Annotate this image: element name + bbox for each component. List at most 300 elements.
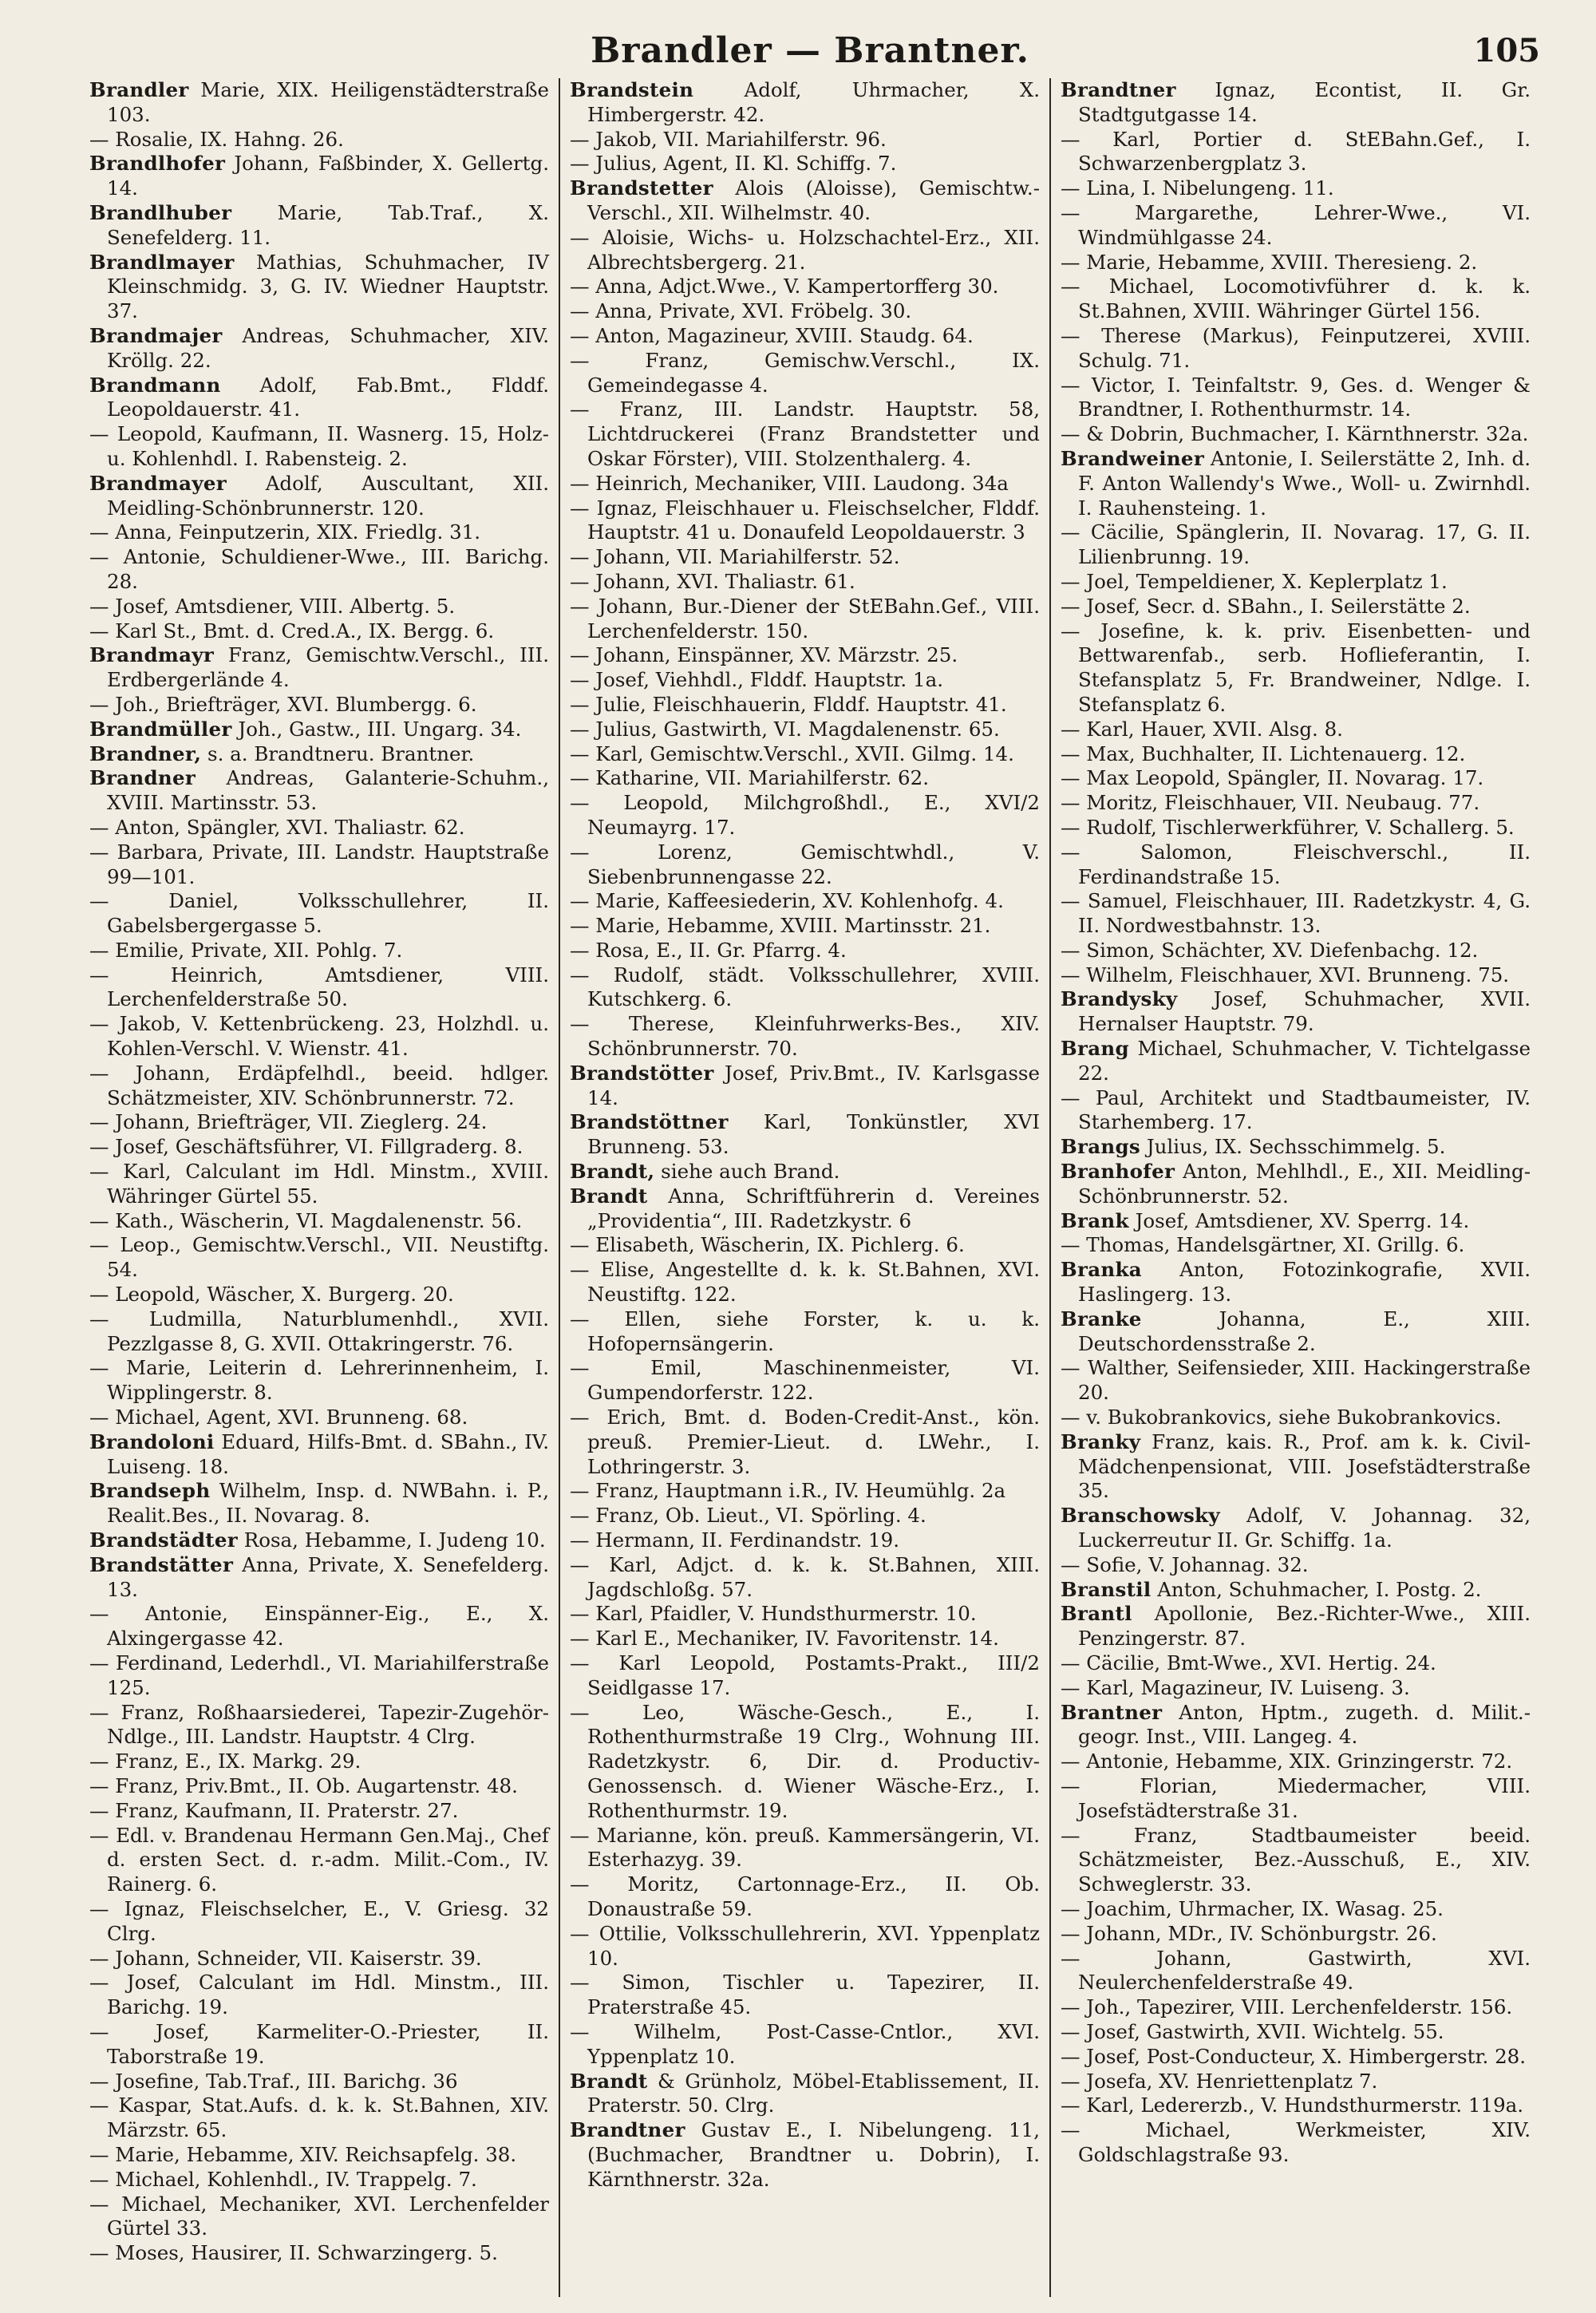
entry-text: s. a. Brandtneru. Brantner. [201,741,475,765]
entry-text: Joh., Gastw., III. Ungarg. 34. [231,717,522,741]
entry-text: — Karl, Pfaidler, V. Hundsthurmerstr. 10. [570,1602,977,1626]
entry-text: — Jakob, VII. Mariahilferstr. 96. [570,127,887,151]
directory-entry [89,1012,549,1062]
directory-entry [570,1062,1040,1111]
entry-text: — Michael, Kohlenhdl., IV. Trappelg. 7. [89,2167,477,2191]
entry-surname: Branka [1061,1258,1142,1282]
directory-entry [89,1799,549,1824]
directory-entry [570,939,1040,963]
entry-text: — Josef, Karmeliter-O.-Priester, II. Taborstraße 19. [89,2019,549,2068]
entry-text: — Franz, Ob. Lieut., VI. Spörling. 4. [570,1504,926,1528]
entry-text: — Kath., Wäscherin, VI. Magdalenenstr. 56. [89,1208,523,1232]
directory-entry [89,1283,549,1307]
entry-text: siehe auch Brand. [654,1160,840,1184]
entry-text: — Marie, Hebamme, XVIII. Theresieng. 2. [1061,250,1478,274]
directory-entry [1061,1356,1531,1406]
entry-text: — Cäcilie, Spänglerin, II. Novarag. 17, G. II. Lilienbrunng. 19. [1061,520,1531,569]
directory-entry [570,1504,1040,1528]
directory-entry [1061,128,1531,177]
entry-text: — Karl, Gemischtw.Verschl., XVII. Gilmg. 14. [570,741,1014,765]
directory-entry [1061,201,1531,251]
directory-entry [570,1110,1040,1160]
entry-text: — Josef, Calculant im Hdl. Minstm., III. Barichg. 19. [89,1971,549,2019]
entry-text: Anton, Schuhmacher, I. Postg. 2. [1151,1577,1482,1601]
entry-text: — Anton, Magazineur, XVIII. Staudg. 64. [570,323,974,347]
directory-entry [89,1110,549,1135]
directory-entry [89,816,549,840]
entry-surname: Brank [1061,1208,1129,1232]
entry-surname: Brandstein [570,78,694,101]
directory-entry [1061,1750,1531,1774]
entry-text: — Ferdinand, Lederhdl., VI. Mariahilferstraße 125. [89,1651,549,1699]
entry-text: — Karl, Ledererzb., V. Hundsthurmerstr. 119a. [1061,2094,1524,2117]
directory-entry [1061,176,1531,201]
entry-surname: Brandstätter [89,1552,234,1576]
entry-text: — Julius, Agent, II. Kl. Schiffg. 7. [570,152,897,176]
entry-text: Adolf, Auscultant, XII. Meidling-Schönbrunnerstr. 120. [107,471,549,520]
directory-entry [570,78,1040,128]
directory-entry [570,668,1040,693]
entry-text: — Josef, Post-Conducteur, X. Himbergerstr. 28. [1061,2044,1527,2068]
entry-text: — Rudolf, Tischlerwerkführer, V. Schallerg. 5. [1061,815,1515,839]
entry-text: Adolf, V. Johannag. 32, Luckerreutur II. Gr. Schiffg. 1a. [1078,1504,1531,1552]
directory-entry [89,1701,549,1750]
entry-text: — Elisabeth, Wäscherin, IX. Pichlerg. 6. [570,1233,965,1257]
entry-text: — Wilhelm, Post-Casse-Cntlor., XVI. Yppenplatz 10. [570,2019,1040,2068]
directory-entry [89,520,549,545]
directory-entry [89,545,549,595]
directory-entry [89,1602,549,1651]
entry-text: — Therese (Markus), Feinputzerei, XVIII. Schulg. 71. [1061,323,1531,372]
entry-text: Marie, XIX. Heiligenstädterstraße 103. [107,78,549,126]
entry-text: — Marie, Kaffeesiederin, XV. Kohlenhofg. 4. [570,889,1004,913]
entry-text: Ignaz, Econtist, II. Gr. Stadtgutgasse 14. [1078,78,1531,126]
directory-entry [89,128,549,152]
directory-entry [1061,718,1531,742]
entry-text: — Johann, Bur.-Diener der StEBahn.Gef., VIII. Lerchenfelderstr. 150. [570,594,1040,642]
entry-text: — Michael, Mechaniker, XVI. Lerchenfelder Gürtel 33. [89,2192,549,2240]
entry-text: — Max, Buchhalter, II. Lichtenauerg. 12. [1061,741,1466,765]
directory-entry [1061,1037,1531,1086]
entry-surname: Brandstöttner [570,1110,729,1134]
entry-text: — Thomas, Handelsgärtner, XI. Grillg. 6. [1061,1233,1465,1257]
entry-text: — Leo, Wäsche-Gesch., E., I. Rothenthurmstraße 19 Clrg., Wohnung III. Radetzkystr. 6, Dir. d. Productiv-Genossensch. d. Wiener Wäsche-Erz., I. Rothenthurmstr. 19. [570,1700,1040,1822]
directory-entry [89,2143,549,2168]
directory-entry [570,1356,1040,1406]
directory-entry [89,1356,549,1406]
entry-text: Adolf, Uhrmacher, X. Himbergerstr. 42. [587,78,1040,126]
entry-text: — Marie, Hebamme, XIV. Reichsapfelg. 38. [89,2142,517,2166]
entry-text: — Wilhelm, Fleischhauer, XVI. Brunneng. 75. [1061,963,1510,986]
directory-entry [570,1553,1040,1603]
entry-text: — Hermann, II. Ferdinandstr. 19. [570,1528,899,1552]
directory-entry [1061,1824,1531,1897]
entry-text: — Ottilie, Volksschullehrerin, XVI. Yppenplatz 10. [570,1921,1040,1970]
entry-surname: Brandler [89,78,189,101]
entry-surname: Brandt [570,2069,648,2093]
directory-entry [89,1824,549,1897]
entry-text: — Paul, Architekt und Stadtbaumeister, IV. Starhemberg. 17. [1061,1085,1531,1134]
entry-surname: Brandt [570,1184,648,1208]
directory-entry [570,570,1040,595]
directory-entry [1061,1086,1531,1136]
directory-entry [570,2070,1040,2119]
entry-text: — Joh., Briefträger, XVI. Blumbergg. 6. [89,692,477,716]
entry-text: — Karl, Hauer, XVII. Alsg. 8. [1061,717,1343,741]
entry-text: — Heinrich, Amtsdiener, VIII. Lerchenfelderstraße 50. [89,963,549,1011]
entry-text: Franz, Gemischtw.Verschl., III. Erdbergerlände 4. [107,643,549,692]
directory-entry [1061,1947,1531,1996]
directory-entry [89,718,549,742]
directory-entry [570,1184,1040,1234]
directory-entry [1061,447,1531,520]
entry-text: — Katharine, VII. Mariahilferstr. 62. [570,766,930,790]
entry-text: — Antonie, Hebamme, XIX. Grinzingerstr. 72. [1061,1750,1513,1773]
directory-entry [89,1528,549,1553]
directory-entry [1061,1406,1531,1430]
directory-entry [89,1651,549,1701]
directory-entry [1061,1430,1531,1504]
directory-entry [570,1406,1040,1479]
entry-surname: Brandtner [1061,78,1176,101]
directory-entry [89,1774,549,1799]
directory-entry [570,176,1040,226]
directory-entry [570,1627,1040,1651]
directory-entry [570,1528,1040,1553]
directory-entry [570,1307,1040,1357]
directory-entry [89,2241,549,2266]
directory-entry [1061,2045,1531,2070]
entry-text: — Josef, Gastwirth, XVII. Wichtelg. 55. [1061,2019,1444,2043]
directory-entry [1061,1160,1531,1209]
entry-text: — Ignaz, Fleischselcher, E., V. Griesg. 32 Clrg. [89,1896,549,1945]
entry-text: — Elise, Angestellte d. k. k. St.Bahnen, XVI. Neustiftg. 122. [570,1258,1040,1307]
entry-text: — Johann, Schneider, VII. Kaiserstr. 39. [89,1946,482,1970]
entry-text: — Florian, Miedermacher, VIII. Josefstädterstraße 31. [1061,1773,1531,1822]
entry-surname: Branschowsky [1061,1504,1220,1528]
entry-text: — Leopold, Wäscher, X. Burgerg. 20. [89,1283,454,1307]
entry-surname: Brandmüller [89,717,232,741]
entry-text: — Josef, Viehhdl., Flddf. Hauptstr. 1a. [570,668,943,692]
entry-text: — Johann, VII. Mariahilferstr. 52. [570,545,900,569]
entry-text: — Ellen, siehe Forster, k. u. k. Hofopernsängerin. [570,1307,1040,1355]
entry-text: — Simon, Schächter, XV. Diefenbachg. 12. [1061,938,1479,962]
directory-entry [1061,595,1531,619]
entry-text: — Josefa, XV. Henriettenplatz 7. [1061,2069,1378,2093]
directory-entry [570,840,1040,890]
directory-entry [1061,939,1531,963]
entry-text: — Ludmilla, Naturblumenhdl., XVII. Pezzlgasse 8, G. XVII. Ottakringerstr. 76. [89,1307,549,1355]
directory-entry [570,226,1040,275]
entry-surname: Brandlmayer [89,250,235,274]
directory-entry [1061,816,1531,840]
entry-text: — Marie, Hebamme, XVIII. Martinsstr. 21. [570,914,991,938]
entry-text: Johann, Faßbinder, X. Gellertg. 14. [107,152,549,200]
directory-entry [570,1651,1040,1701]
directory-entry [570,349,1040,398]
directory-entry [570,545,1040,570]
directory-entry [570,766,1040,791]
entry-text: — Franz, III. Landstr. Hauptstr. 58, Lichtdruckerei (Franz Brandstetter und Oskar Förster), VIII. Stolzenthalerg. 4. [570,397,1040,470]
directory-entry [1061,2118,1531,2168]
entry-text: — Joh., Tapezirer, VIII. Lerchenfelderstr. 156. [1061,1995,1513,2019]
directory-entry [1061,987,1531,1037]
directory-entry [570,1258,1040,1307]
directory-entry [570,496,1040,546]
directory-entry [570,1602,1040,1627]
entry-surname: Brandstetter [570,176,713,200]
entry-text: — Rudolf, städt. Volksschullehrer, XVIII. Kutschkerg. 6. [570,963,1040,1011]
entry-text: — Johann, XVI. Thaliastr. 61. [570,569,855,593]
directory-entry [570,152,1040,176]
directory-entry [1061,1135,1531,1160]
directory-entry [570,275,1040,299]
entry-text: — Michael, Werkmeister, XIV. Goldschlagstraße 93. [1061,2118,1531,2166]
entry-text: — Franz, Kaufmann, II. Praterstr. 27. [89,1798,459,1822]
entry-text: Josef, Amtsdiener, XV. Sperrg. 14. [1128,1208,1470,1232]
entry-text: — Lina, I. Nibelungeng. 11. [1061,176,1334,200]
directory-entry [1061,1258,1531,1307]
entry-text: Julius, IX. Sechsschimmelg. 5. [1140,1135,1446,1159]
directory-entry [570,2118,1040,2192]
entry-text: Andreas, Schuhmacher, XIV. Kröllg. 22. [107,323,549,372]
directory-entry [1061,1553,1531,1578]
entry-surname: Brandweiner [1061,446,1205,470]
directory-entry [89,1553,549,1603]
entry-surname: Brangs [1061,1135,1141,1159]
directory-entry [89,2192,549,2242]
entry-text: Andreas, Galanterie-Schuhm., XVIII. Martinsstr. 53. [107,766,549,815]
entry-text: — Karl, Calculant im Hdl. Minstm., XVIII. Währinger Gürtel 55. [89,1160,549,1208]
directory-entry [570,397,1040,471]
entry-surname: Brandlhofer [89,152,226,176]
directory-entry [1061,422,1531,447]
entry-text: — Therese, Kleinfuhrwerks-Bes., XIV. Schönbrunnerstr. 70. [570,1012,1040,1061]
entry-text: — Johann, Gastwirth, XVI. Neulerchenfelderstraße 49. [1061,1946,1531,1995]
entry-text: Anton, Hptm., zugeth. d. Milit.-geogr. Inst., VIII. Langeg. 4. [1078,1700,1531,1749]
directory-entry [1061,791,1531,816]
entry-text: — Franz, E., IX. Markg. 29. [89,1750,361,1773]
directory-entry [89,1971,549,2020]
directory-entry [1061,570,1531,595]
entry-text: — Franz, Roßhaarsiederei, Tapezir-Zugehör-Ndlge., III. Landstr. Hauptstr. 4 Clrg. [89,1700,549,1749]
entry-text: Marie, Tab.Traf., X. Senefelderg. 11. [107,200,549,249]
directory-entry [1061,1233,1531,1258]
column-middle [559,78,1049,2297]
directory-entry [570,693,1040,718]
entry-text: — Julie, Fleischhauerin, Flddf. Hauptstr. 41. [570,692,1007,716]
entry-text: Apollonie, Bez.-Richter-Wwe., XIII. Penzingerstr. 87. [1078,1602,1531,1651]
entry-text: — Karl, Magazineur, IV. Luiseng. 3. [1061,1675,1410,1699]
directory-entry [89,766,549,816]
directory-entry [89,963,549,1013]
directory-entry [89,742,549,767]
directory-entry [1061,2020,1531,2045]
entry-surname: Brantner [1061,1700,1163,1724]
entry-text: Mathias, Schuhmacher, IV Kleinschmidg. 3, G. IV. Wiedner Hauptstr. 37. [107,250,549,323]
entry-text: — Moses, Hausirer, II. Schwarzingerg. 5. [89,2241,498,2265]
directory-entry [570,742,1040,767]
directory-entry [89,889,549,939]
directory-entry [89,595,549,619]
entry-text: — Josefine, k. k. priv. Eisenbetten- und Bettwarenfab., serb. Hoflieferantin, I. Stefansplatz 5, Fr. Brandweiner, Ndlge. I. Stefansplatz 6. [1061,619,1531,716]
directory-entry [89,201,549,251]
directory-entry [1061,889,1531,939]
entry-text: — Anna, Adjct.Wwe., V. Kampertorfferg 30. [570,275,999,299]
entry-surname: Brandtner [570,2118,685,2142]
directory-entry [1061,766,1531,791]
entry-text: — Josef, Geschäftsführer, VI. Fillgraderg. 8. [89,1135,523,1159]
entry-text: — Karl Leopold, Postamts-Prakt., III/2 Seidlgasse 17. [570,1651,1040,1699]
entry-surname: Brandmann [89,373,221,397]
directory-entry [1061,275,1531,324]
entry-surname: Brandmayr [89,643,215,667]
entry-text: — Moritz, Cartonnage-Erz., II. Ob. Donaustraße 59. [570,1872,1040,1920]
entry-text: — Salomon, Fleischverschl., II. Ferdinandstraße 15. [1061,840,1531,888]
entry-text: — Anton, Spängler, XVI. Thaliastr. 62. [89,815,465,839]
entry-text: — Karl E., Mechaniker, IV. Favoritenstr. 14. [570,1627,999,1651]
directory-entry [1061,1578,1531,1603]
directory-entry [89,1209,549,1234]
directory-entry [570,643,1040,668]
entry-surname: Brang [1061,1037,1129,1061]
entry-text: Anton, Mehlhdl., E., XII. Meidling-Schönbrunnerstr. 52. [1078,1160,1531,1208]
directory-entry [1061,840,1531,890]
entry-text: — Anna, Private, XVI. Fröbelg. 30. [570,299,912,323]
entry-text: — Max Leopold, Spängler, II. Novarag. 17. [1061,766,1484,790]
directory-entry [570,791,1040,840]
entry-text: Anna, Schriftführerin d. Vereines „Providentia“, III. Radetzkystr. 6 [587,1184,1040,1232]
entry-text: Karl, Tonkünstler, XVI Brunneng. 53. [587,1110,1040,1159]
entry-text: — Josef, Amtsdiener, VIII. Albertg. 5. [89,594,456,618]
entry-text: — Moritz, Fleischhauer, VII. Neubaug. 77. [1061,791,1480,815]
directory-entry [1061,1504,1531,1553]
entry-text: — Daniel, Volksschullehrer, II. Gabelsbergergasse 5. [89,889,549,938]
entry-text: — Franz, Gemischw.Verschl., IX. Gemeindegasse 4. [570,348,1040,397]
directory-entry [89,1233,549,1283]
directory-entry [89,374,549,423]
directory-entry [570,128,1040,152]
entry-text: — Sofie, V. Johannag. 32. [1061,1552,1309,1576]
directory-entry [570,1233,1040,1258]
entry-surname: Branky [1061,1429,1141,1453]
entry-text: — Josef, Secr. d. SBahn., I. Seilerstätte 2. [1061,594,1471,618]
directory-entry [89,2070,549,2094]
directory-entry [89,1135,549,1160]
entry-surname: Brandmajer [89,323,223,347]
directory-entry [89,1947,549,1971]
column-right [1049,78,1540,2297]
entry-text: — Franz, Hauptmann i.R., IV. Heumühlg. 2a [570,1479,1006,1503]
directory-entry [1061,2070,1531,2094]
entry-text: — Julius, Gastwirth, VI. Magdalenenstr. 65. [570,717,1000,741]
entry-text: — & Dobrin, Buchmacher, I. Kärnthnerstr. 32a. [1061,422,1529,446]
entry-text: — Anna, Feinputzerin, XIX. Friedlg. 31. [89,520,481,544]
directory-entry [89,78,549,128]
entry-text: — Franz, Priv.Bmt., II. Ob. Augartenstr. 48. [89,1773,518,1797]
entry-text: — Ignaz, Fleischhauer u. Fleischselcher, Flddf. Hauptstr. 41 u. Donaufeld Leopoldauerstr. 3 [570,496,1040,544]
directory-entry [1061,1651,1531,1676]
entry-text: — Rosa, E., II. Gr. Pfarrg. 4. [570,938,847,962]
entry-text: — Edl. v. Brandenau Hermann Gen.Maj., Chef d. ersten Sect. d. r.-adm. Milit.-Com., IV. Rainerg. 6. [89,1823,549,1896]
entry-text: — Johann, Briefträger, VII. Zieglerg. 24. [89,1110,488,1134]
directory-entry [89,619,549,644]
running-head: Brandler — Brantner. [591,30,1029,71]
entry-text: — Josefine, Tab.Traf., III. Barichg. 36 [89,2069,458,2093]
entry-text: Alois (Aloisse), Gemischtw.-Verschl., XII. Wilhelmstr. 40. [587,176,1040,224]
entry-text: — Johann, Einspänner, XV. Märzstr. 25. [570,643,958,667]
entry-surname: Brandmayer [89,471,227,495]
directory-entry [570,1872,1040,1922]
entry-surname: Branstil [1061,1577,1152,1601]
directory-entry [570,718,1040,742]
entry-text: Anton, Fotozinkografie, XVII. Haslingerg. 13. [1078,1258,1531,1307]
directory-entry [1061,963,1531,988]
entry-text: Rosa, Hebamme, I. Judeng 10. [237,1528,546,1552]
entry-text: — Rosalie, IX. Hahng. 26. [89,127,344,151]
directory-entry [1061,324,1531,374]
entry-text: — Marie, Leiterin d. Lehrerinnenheim, I. Wipplingerstr. 8. [89,1356,549,1405]
entry-text: Franz, kais. R., Prof. am k. k. Civil-Mädchenpensionat, VIII. Josefstädterstraße 35. [1078,1429,1531,1503]
entry-text: — Franz, Stadtbaumeister beeid. Schätzmeister, Bez.-Ausschuß, E., XIV. Schweglerstr. 33. [1061,1823,1531,1896]
entry-text: — Simon, Tischler u. Tapezirer, II. Praterstraße 45. [570,1971,1040,2019]
directory-entry [1061,1995,1531,2020]
entry-text: — Joel, Tempeldiener, X. Keplerplatz 1. [1061,569,1448,593]
entry-surname: Brandner, [89,741,202,765]
entry-surname: Brandysky [1061,987,1178,1011]
entry-text: & Grünholz, Möbel-Etablissement, II. Praterstr. 50. Clrg. [587,2069,1040,2117]
entry-text: — Karl, Adjct. d. k. k. St.Bahnen, XIII. Jagdschloßg. 57. [570,1552,1040,1601]
entry-text: — Kaspar, Stat.Aufs. d. k. k. St.Bahnen, XIV. Märzstr. 65. [89,2094,549,2142]
directory-entry [89,643,549,693]
directory-entry [1061,251,1531,275]
directory-columns [80,78,1540,2297]
entry-text: — Emilie, Private, XII. Pohlg. 7. [89,938,403,962]
entry-text: — Heinrich, Mechaniker, VIII. Laudong. 34a [570,471,1009,495]
entry-text: Antonie, I. Seilerstätte 2, Inh. d. F. Anton Wallendy's Wwe., Woll- u. Zwirnhdl. I. Rauhensteing. 1. [1078,446,1531,520]
directory-entry [89,1430,549,1480]
entry-surname: Brandoloni [89,1429,215,1453]
entry-text: Johanna, E., XIII. Deutschordensstraße 2. [1078,1307,1531,1355]
directory-entry [570,963,1040,1013]
directory-entry [89,1307,549,1357]
directory-entry [89,939,549,963]
entry-text: — Leopold, Milchgroßhdl., E., XVI/2 Neumayrg. 17. [570,791,1040,839]
entry-text: Michael, Schuhmacher, V. Tichtelgasse 22. [1078,1037,1531,1085]
page-header [72,24,1548,80]
directory-entry [1061,1922,1531,1947]
entry-text: — Johann, Erdäpfelhdl., beeid. hdlger. Schätzmeister, XIV. Schönbrunnerstr. 72. [89,1061,549,1109]
entry-text: Josef, Schuhmacher, XVII. Hernalser Hauptstr. 79. [1078,987,1531,1036]
entry-text: — Victor, I. Teinfaltstr. 9, Ges. d. Wenger & Brandtner, I. Rothenthurmstr. 14. [1061,373,1531,421]
entry-text: — Antonie, Einspänner-Eig., E., X. Alxingergasse 42. [89,1602,549,1651]
directory-entry [1061,1602,1531,1651]
directory-entry [1061,1676,1531,1701]
entry-surname: Brandseph [89,1479,211,1503]
directory-entry [89,1062,549,1111]
directory-entry [89,2168,549,2192]
directory-entry [1061,742,1531,767]
directory-entry [570,1479,1040,1504]
directory-entry [1061,1774,1531,1824]
directory-entry [570,324,1040,349]
entry-text: — Cäcilie, Bmt-Wwe., XVI. Hertig. 24. [1061,1651,1436,1674]
entry-text: Adolf, Fab.Bmt., Flddf. Leopoldauerstr. 41. [107,373,549,421]
directory-entry [570,1012,1040,1062]
directory-entry [570,1922,1040,1971]
directory-entry [89,251,549,324]
entry-surname: Brandstötter [570,1061,714,1085]
